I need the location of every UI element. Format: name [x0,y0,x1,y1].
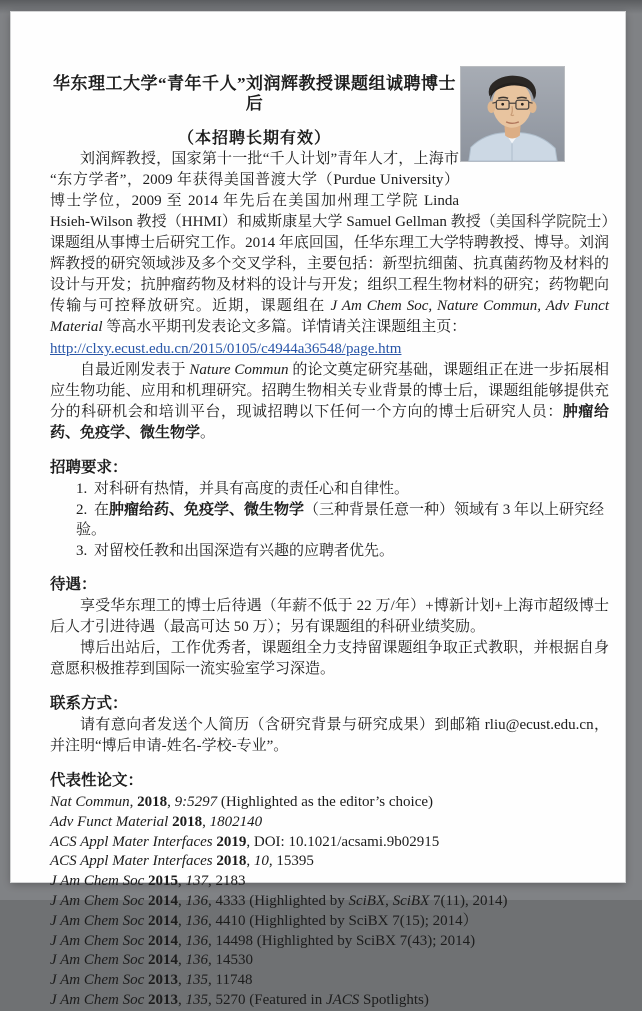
publications-list [50,793,609,1011]
contact-heading: 联系方式： [50,695,128,712]
publication-item: J Am Chem Soc 2014, 136, 14498 (Highlighted by SciBX 7(43); 2014) [50,932,476,949]
benefits-heading: 待遇： [50,576,97,593]
requirements-heading: 招聘要求： [50,459,128,476]
intro-paragraph: 刘润辉教授，国家第十一批“千人计划”青年人才，上海市“东方学者”，2009 年获得美国普渡大学（Purdue University）博士学位，2009 至 2014 年先后在美国加州理工学院 Linda Hsieh-Wilson 教授（HHMI）和威斯康星大学 Samuel Gellman 教授（美国科学院院士）课题组从事博士后研究工作。2014 年底回国，任华东理工大学特聘教授、博导。刘润辉教授的研究领域涉及多个交叉学科，主要包括：新型抗细菌、抗真菌药物及材料的设计与开发；抗肿瘤药物及材料的设计与开发；组织工程生物材料的研究；药物靶向传输与可控释放研究。近期，课题组在 J Am Chem Soc, Nature Commun, Adv Funct Material 等高水平期刊发表论文多篇。详情请关注课题组主页： [50,151,609,335]
item-text: 对留校任教和出国深造有兴趣的应聘者优先。 [94,542,395,559]
publication-item: ACS Appl Mater Interfaces 2019, DOI: 10.1021/acsami.9b02915 [50,833,440,850]
item-number: 2. [76,501,88,518]
publication-item: J Am Chem Soc 2014, 136, 4333 (Highlighted by SciBX, SciBX 7(11), 2014) [50,892,508,909]
contact-paragraph: 请有意向者发送个人简历（含研究背景与研究成果）到邮箱 rliu@ecust.edu.cn，并注明“博后申请-姓名-学校-专业”。 [50,717,609,754]
publication-item: J Am Chem Soc 2013, 135, 5270 (Featured in JACS Spotlights) [50,991,429,1008]
item-number: 1. [76,481,88,497]
item-number: 3. [76,542,88,559]
research-expansion-paragraph: 自最近刚发表于 Nature Commun 的论文奠定研究基础，课题组正在进一步拓展相应生物功能、应用和机理研究。招聘生物相关专业背景的博士后，课题组能够提供充分的科研机会和培训平台，现诚招聘以下任何一个方向的博士后研究人员：肿瘤给药、免疫学、微生物学。 [50,362,609,441]
document-page [11,12,625,1008]
benefits-paragraph-2: 博后出站后，工作优秀者，课题组全力支持留课题组争取正式教职，并根据自身意愿积极推荐到国际一流实验室学习深造。 [50,640,609,677]
publications-heading: 代表性论文： [50,772,144,789]
requirement-item [50,479,609,500]
publication-item: J Am Chem Soc 2015, 137, 2183 [50,873,246,890]
portrait-illustration [461,67,564,161]
requirement-item [50,541,609,562]
publication-item: Nat Commun, 2018, 9:5297 (Highlighted as the editor’s choice) [50,794,434,810]
page-subtitle: （本招聘长期有效） [177,130,331,147]
group-homepage-link[interactable]: http://clxy.ecust.edu.cn/2015/0105/c4944a36548/page.htm [50,341,402,357]
benefits-paragraph-1: 享受华东理工的博士后待遇（年薪不低于 22 万/年）+博新计划+上海市超级博士后人才引进待遇（最高可达 50 万）；另有课题组的科研业绩奖励。 [50,598,609,635]
requirement-item [50,500,609,541]
requirements-list [50,479,609,561]
publication-item: ACS Appl Mater Interfaces 2018, 10, 15395 [50,853,314,870]
professor-portrait-photo [460,66,565,162]
item-text: 在肿瘤给药、免疫学、微生物学（三种背景任意一种）领域有 3 年以上研究经验。 [76,501,605,538]
publication-item: J Am Chem Soc 2014, 136, 14530 [50,952,254,969]
publication-item: J Am Chem Soc 2013, 135, 11748 [50,972,253,989]
page-title: 华东理工大学“青年千人”刘润辉教授课题组诚聘博士后 [53,74,456,113]
publication-item: Adv Funct Material 2018, 1802140 [50,813,263,830]
item-text: 对科研有热情，并具有高度的责任心和自律性。 [94,481,410,497]
publication-item: J Am Chem Soc 2014, 136, 4410 (Highlighted by SciBX 7(15); 2014） [50,912,478,929]
